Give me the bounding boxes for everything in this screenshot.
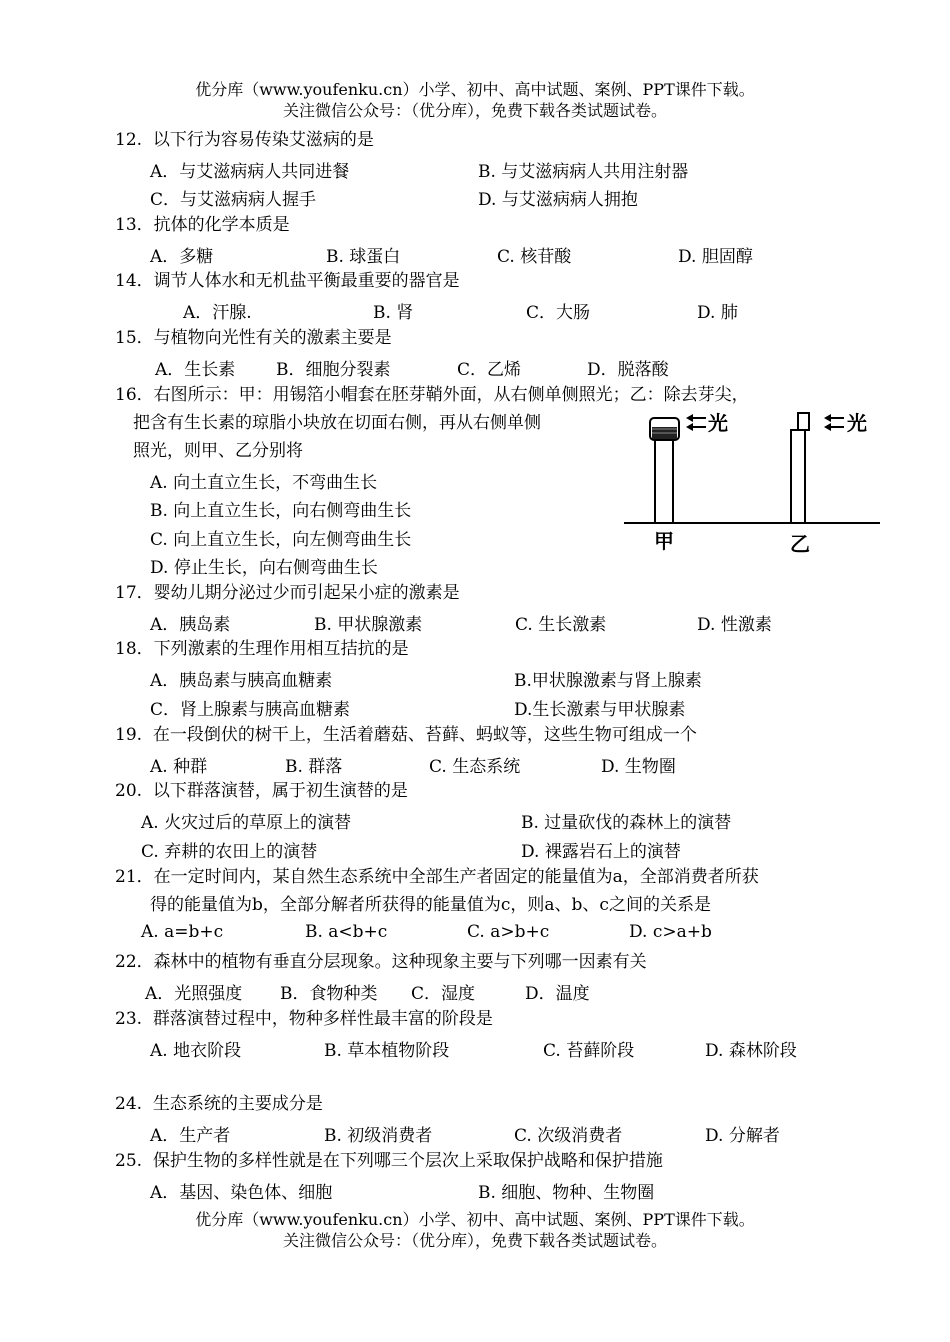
question-25-stem: 25. 保护生物的多样性就是在下列哪三个层次上采取保护战略和保护措施 <box>115 1151 663 1171</box>
question-16-option-b: B. 向上直立生长，向右侧弯曲生长 <box>150 501 412 521</box>
agar-block <box>798 413 809 430</box>
question-19-option-c: C. 生态系统 <box>429 757 521 777</box>
question-18-option-d: D.生长激素与甲状腺素 <box>514 700 686 720</box>
question-17-option-d: D. 性激素 <box>697 615 772 635</box>
question-16-option-a: A. 向土直立生长，不弯曲生长 <box>150 473 378 493</box>
question-14-option-c: C．大肠 <box>526 303 591 323</box>
question-21-option-d: D. c>a+b <box>629 922 712 942</box>
header-line-1: 优分库（www.youfenku.cn）小学、初中、高中试题、案例、PPT课件下载。 <box>195 80 755 99</box>
question-24-option-d: D. 分解者 <box>705 1126 780 1146</box>
question-21-option-a: A. a=b+c <box>141 922 224 942</box>
question-13-option-d: D. 胆固醇 <box>678 247 753 267</box>
question-15-option-a: A．生长素 <box>155 360 236 380</box>
question-12-option-d: D. 与艾滋病病人拥抱 <box>478 190 638 210</box>
question-23-stem: 23. 群落演替过程中，物种多样性最丰富的阶段是 <box>115 1009 493 1029</box>
question-20-option-d: D. 裸露岩石上的演替 <box>521 842 681 862</box>
question-22-option-a: A．光照强度 <box>145 984 243 1004</box>
question-24-option-a: A．生产者 <box>150 1126 231 1146</box>
question-14-stem: 14．调节人体水和无机盐平衡最重要的器官是 <box>115 271 460 291</box>
header-line-2: 关注微信公众号：（优分库），免费下载各类试题试卷。 <box>282 101 667 120</box>
question-15-option-b: B．细胞分裂素 <box>276 360 391 380</box>
question-20-option-a: A. 火灾过后的草原上的演替 <box>141 813 352 833</box>
question-17-option-c: C. 生长激素 <box>515 615 607 635</box>
question-25-option-b: B. 细胞、物种、生物圈 <box>478 1183 655 1203</box>
footer-line-2: 关注微信公众号：（优分库），免费下载各类试题试卷。 <box>282 1231 667 1250</box>
question-20-stem: 20. 以下群落演替，属于初生演替的是 <box>115 781 408 801</box>
question-21-stem-line-2: 得的能量值为b，全部分解者所获得的能量值为c，则a、b、c之间的关系是 <box>150 895 711 915</box>
footer-line-1: 优分库（www.youfenku.cn）小学、初中、高中试题、案例、PPT课件下载。 <box>195 1210 755 1229</box>
question-16-option-d: D. 停止生长，向右侧弯曲生长 <box>150 558 378 578</box>
question-21-option-c: C. a>b+c <box>467 922 550 942</box>
light-label-yi: 光 <box>847 411 867 435</box>
question-12-stem: 12. 以下行为容易传染艾滋病的是 <box>115 130 374 150</box>
question-22-option-b: B．食物种类 <box>280 984 378 1004</box>
question-24-option-c: C. 次级消费者 <box>514 1126 623 1146</box>
question-22-stem: 22．森林中的植物有垂直分层现象。这种现象主要与下列哪一因素有关 <box>115 952 647 972</box>
question-18-option-c: C．肾上腺素与胰高血糖素 <box>150 700 351 720</box>
question-15-option-d: D．脱落酸 <box>587 360 669 380</box>
question-19-option-a: A. 种群 <box>150 757 208 777</box>
question-20-option-b: B. 过量砍伐的森林上的演替 <box>521 813 732 833</box>
question-18-option-b: B.甲状腺激素与肾上腺素 <box>514 671 702 691</box>
question-23-option-b: B. 草本植物阶段 <box>324 1041 450 1061</box>
question-16-stem-line-1: 16．右图所示：甲：用锡箔小帽套在胚芽鞘外面，从右侧单侧照光；乙：除去芽尖， <box>115 385 749 405</box>
question-13-option-b: B. 球蛋白 <box>326 247 401 267</box>
question-20-option-c: C. 弃耕的农田上的演替 <box>141 842 318 862</box>
question-23-option-a: A. 地衣阶段 <box>150 1041 242 1061</box>
light-label-jia: 光 <box>708 411 728 435</box>
question-13-stem: 13．抗体的化学本质是 <box>115 215 290 235</box>
question-17-stem: 17．婴幼儿期分泌过少而引起呆小症的激素是 <box>115 583 460 603</box>
question-13-option-c: C. 核苷酸 <box>497 247 572 267</box>
question-12-option-c: C．与艾滋病病人握手 <box>150 190 317 210</box>
question-24-stem: 24. 生态系统的主要成分是 <box>115 1094 323 1114</box>
question-22-option-c: C．湿度 <box>411 984 476 1004</box>
question-21-option-b: B. a<b+c <box>305 922 388 942</box>
question-16-stem-line-2: 把含有生长素的琼脂小块放在切面右侧，再从右侧单侧 <box>133 413 541 433</box>
question-12-option-a: A．与艾滋病病人共同进餐 <box>150 162 350 182</box>
question-23-option-c: C. 苔藓阶段 <box>543 1041 635 1061</box>
question-17-option-b: B. 甲状腺激素 <box>314 615 423 635</box>
question-18-stem: 18．下列激素的生理作用相互拮抗的是 <box>115 639 409 659</box>
question-25-option-a: A．基因、染色体、细胞 <box>150 1183 333 1203</box>
question-15-option-c: C．乙烯 <box>457 360 522 380</box>
question-19-option-b: B. 群落 <box>285 757 343 777</box>
question-21-stem-line-1: 21．在一定时间内，某自然生态系统中全部生产者固定的能量值为a，全部消费者所获 <box>115 867 759 887</box>
question-16-stem-line-3: 照光，则甲、乙分别将 <box>133 441 303 461</box>
question-15-stem: 15．与植物向光性有关的激素主要是 <box>115 328 392 348</box>
coleoptile-yi <box>791 430 805 523</box>
question-14-option-a: A．汗腺. <box>183 303 252 323</box>
question-18-option-a: A．胰岛素与胰高血糖素 <box>150 671 333 691</box>
label-yi: 乙 <box>790 532 810 556</box>
question-22-option-d: D．温度 <box>525 984 590 1004</box>
question-19-option-d: D. 生物圈 <box>601 757 676 777</box>
question-24-option-b: B. 初级消费者 <box>324 1126 433 1146</box>
question-17-option-a: A．胰岛素 <box>150 615 231 635</box>
coleoptile-phototropism-figure <box>618 404 888 556</box>
question-12-option-b: B. 与艾滋病病人共用注射器 <box>478 162 689 182</box>
question-23-option-d: D. 森林阶段 <box>705 1041 797 1061</box>
coleoptile-jia <box>655 437 673 523</box>
question-19-stem: 19. 在一段倒伏的树干上，生活着蘑菇、苔藓、蚂蚁等，这些生物可组成一个 <box>115 725 697 745</box>
question-14-option-d: D. 肺 <box>697 303 738 323</box>
question-13-option-a: A．多糖 <box>150 247 214 267</box>
question-16-option-c: C. 向上直立生长，向左侧弯曲生长 <box>150 530 412 550</box>
label-jia: 甲 <box>654 529 674 553</box>
question-14-option-b: B. 肾 <box>373 303 414 323</box>
